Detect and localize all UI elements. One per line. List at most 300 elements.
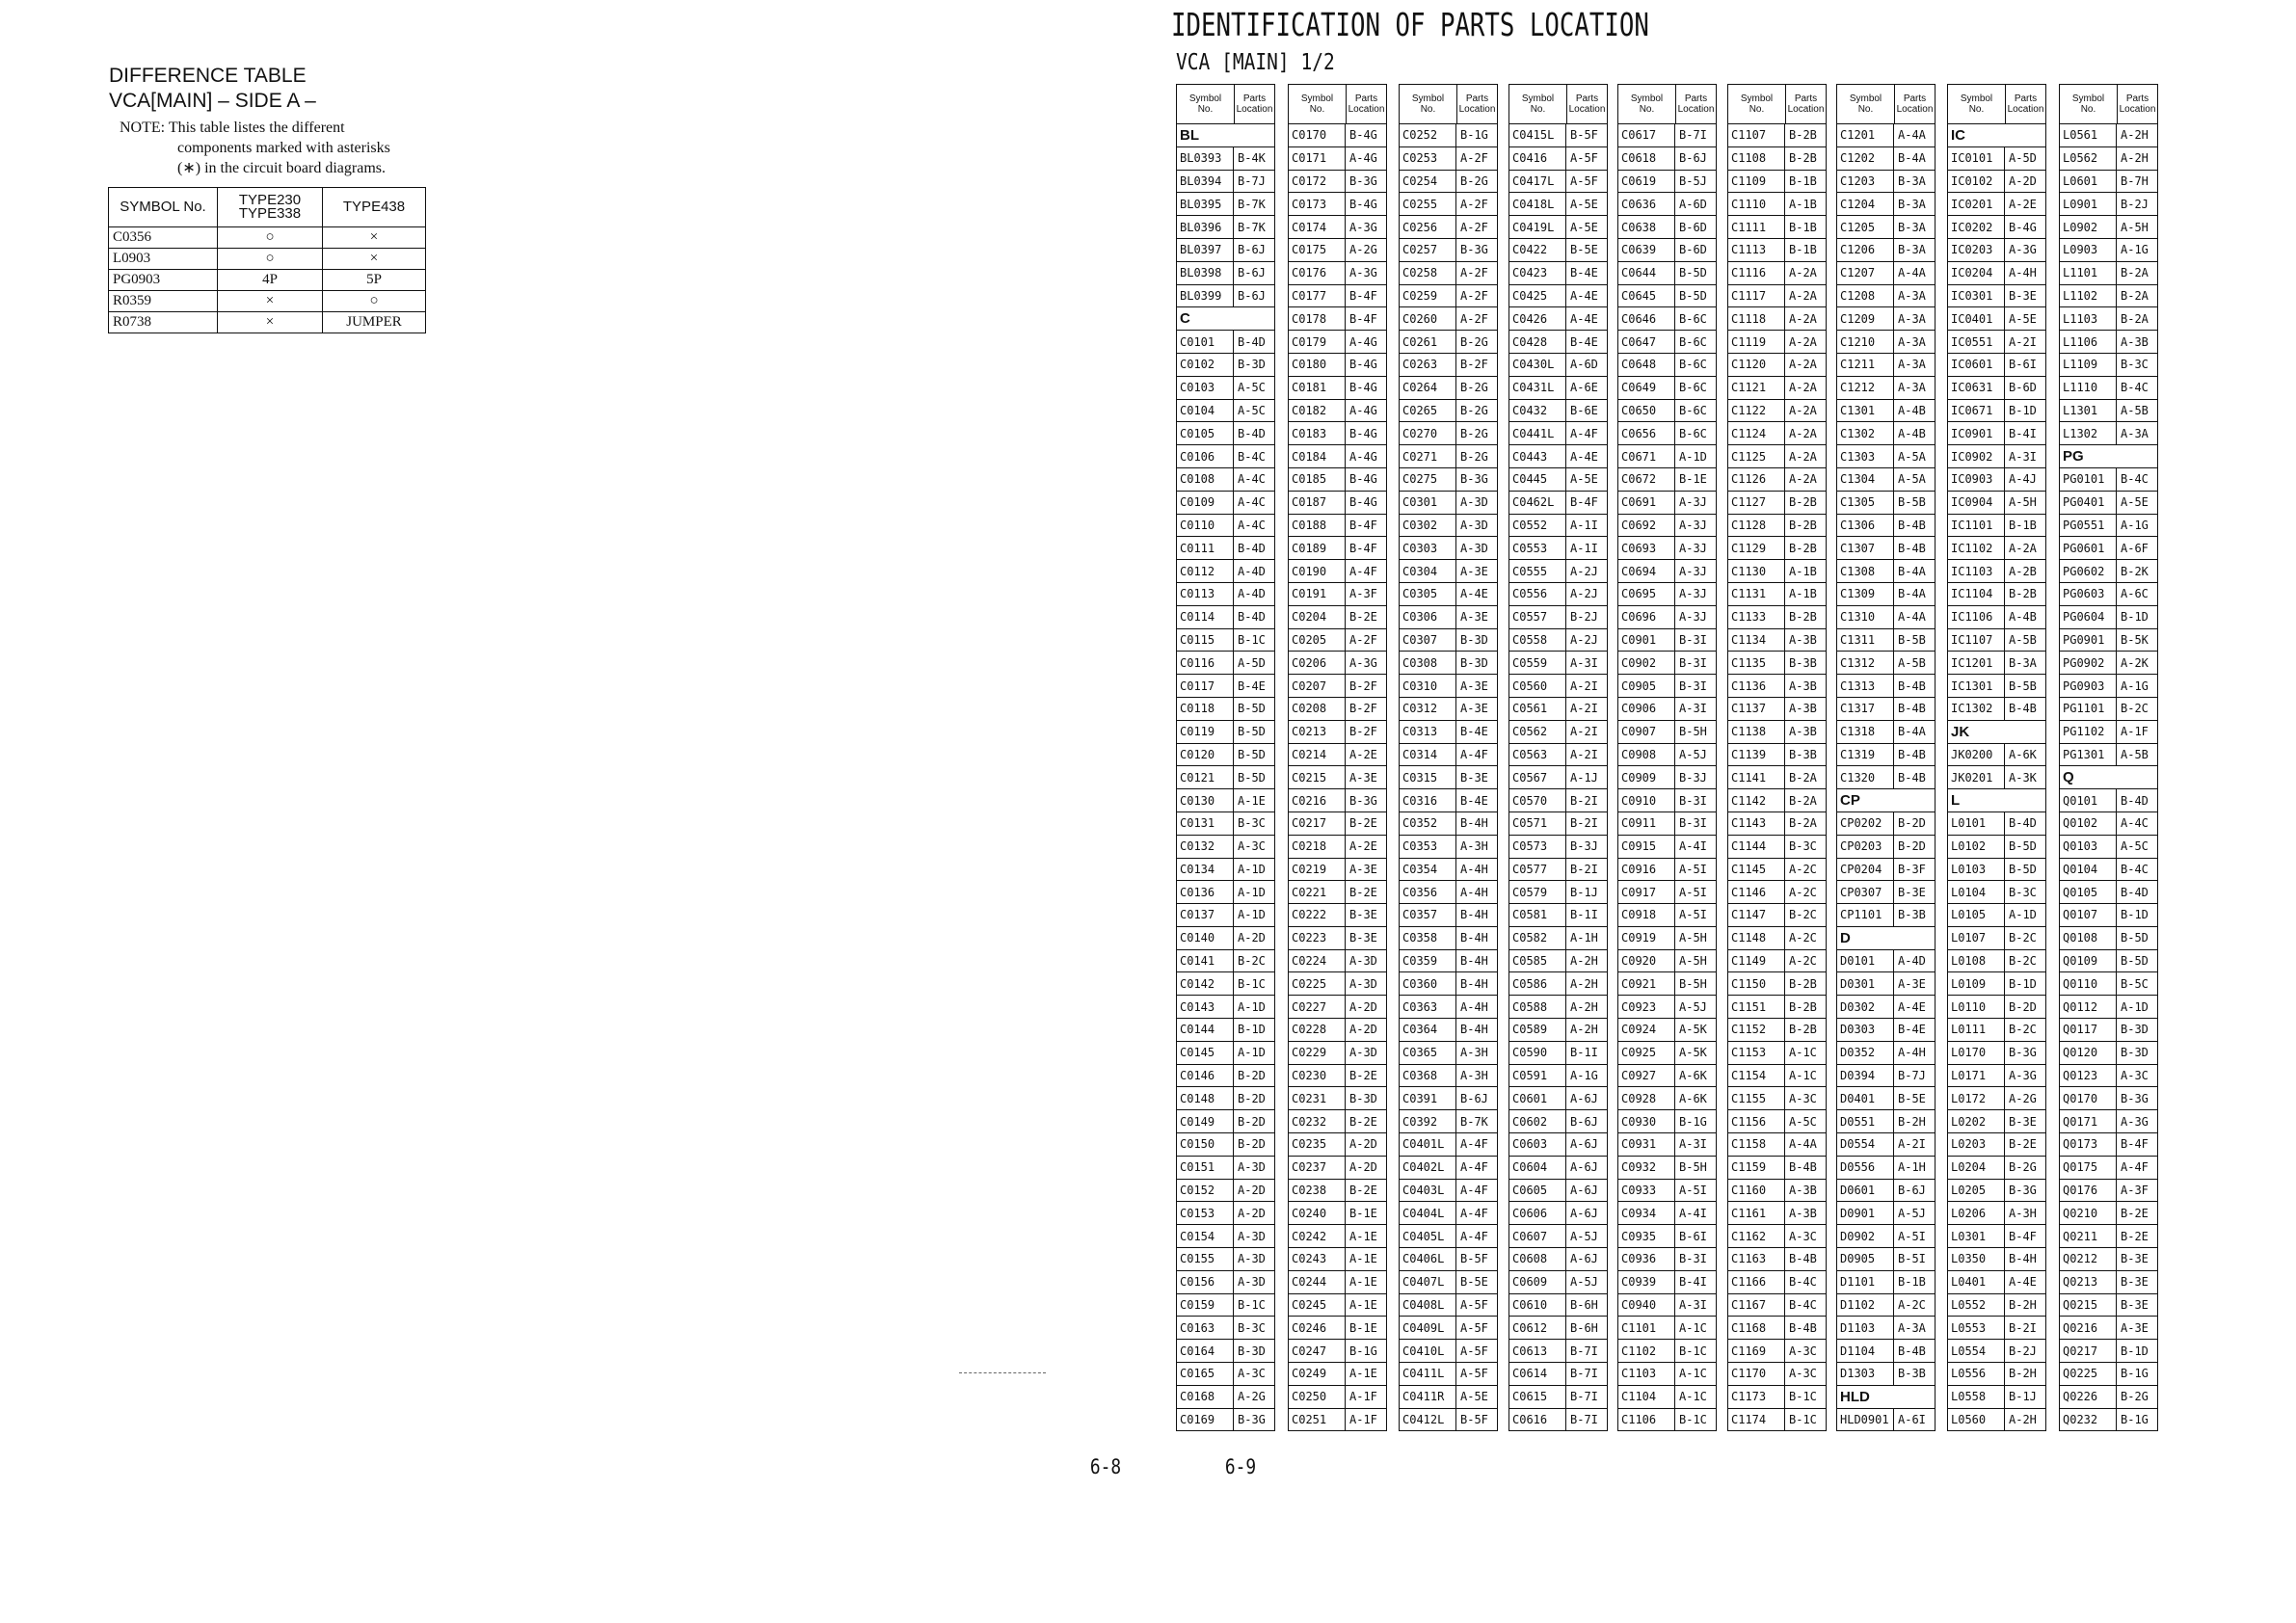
symbol-no: C0650 (1618, 400, 1675, 422)
parts-location: A-1E (1349, 1229, 1377, 1243)
part-row (1948, 582, 2045, 605)
part-row (1177, 330, 1274, 353)
group-label: C (1180, 310, 1190, 328)
parts-location: A-4E (1570, 311, 1598, 326)
parts-location: A-3J (1679, 541, 1707, 555)
part-row (1400, 743, 1497, 766)
parts-location: A-2J (1570, 564, 1598, 578)
parts-location: A-3J (1679, 587, 1707, 601)
symbol-no: IC0102 (1948, 171, 2005, 193)
part-row (1400, 330, 1497, 353)
symbol-no: C0908 (1618, 744, 1675, 766)
parts-location: B-7J (1898, 1069, 1926, 1083)
part-row (1289, 880, 1386, 903)
part-row (1948, 1156, 2045, 1179)
symbol-no: C0218 (1289, 836, 1346, 858)
parts-location: A-2H (2121, 151, 2149, 166)
symbol-no: Q0117 (2060, 1019, 2117, 1041)
symbol-no: C1149 (1728, 950, 1785, 972)
part-row (2060, 651, 2157, 674)
parts-location: A-3J (1679, 610, 1707, 625)
parts-location: A-2A (1789, 311, 1817, 326)
symbol-no: C0647 (1618, 331, 1675, 353)
parts-location: B-2D (1238, 1114, 1266, 1129)
part-row (1400, 399, 1497, 422)
part-row (1177, 1041, 1274, 1064)
parts-location-header: Parts Location (1348, 93, 1385, 115)
parts-location: A-3E (1349, 770, 1377, 785)
difference-table-title-line1: DIFFERENCE TABLE (109, 65, 307, 87)
parts-location: A-4D (1238, 587, 1266, 601)
part-row (1837, 697, 1935, 720)
parts-location: B-4C (1238, 449, 1266, 464)
symbol-no: C1211 (1837, 354, 1894, 376)
part-row (1289, 1064, 1386, 1087)
part-row (1177, 628, 1274, 652)
parts-location: A-5A (1898, 449, 1926, 464)
parts-location: A-2H (1570, 999, 1598, 1014)
part-row (1728, 170, 1826, 193)
symbol-no: C0357 (1400, 904, 1456, 926)
symbol-no: C0104 (1177, 400, 1234, 422)
symbol-no: C1147 (1728, 904, 1785, 926)
symbol-no: C0443 (1509, 445, 1566, 467)
symbol-no: IC1106 (1948, 606, 2005, 628)
parts-location: A-1C (1679, 1390, 1707, 1404)
parts-location: B-2A (2121, 266, 2149, 280)
parts-location: A-3I (1679, 702, 1707, 716)
symbol-no-header: Symbol No. (1177, 85, 1235, 123)
symbol-no: C0110 (1177, 515, 1234, 537)
symbol-no: C0582 (1509, 927, 1566, 949)
symbol-no: C0606 (1509, 1202, 1566, 1224)
symbol-no: PG1301 (2060, 744, 2117, 766)
part-row (1509, 146, 1607, 170)
symbol-no: C0404L (1400, 1202, 1456, 1224)
part-row (1400, 536, 1497, 559)
part-row (1728, 376, 1826, 399)
part-row (1728, 1247, 1826, 1270)
symbol-no: C1139 (1728, 744, 1785, 766)
part-row (2060, 995, 2157, 1018)
parts-location: B-6J (1238, 288, 1266, 303)
part-row (1618, 1156, 1716, 1179)
parts-column (1399, 84, 1498, 1431)
parts-location: A-2C (1789, 862, 1817, 876)
parts-location: A-3D (1238, 1252, 1266, 1266)
part-row (1177, 995, 1274, 1018)
symbol-no: C1304 (1837, 468, 1894, 491)
part-row (1728, 399, 1826, 422)
symbol-no: C0116 (1177, 652, 1234, 674)
part-row (1728, 1316, 1826, 1339)
part-row (1289, 628, 1386, 652)
symbol-no: C0932 (1618, 1157, 1675, 1179)
symbol-no: C0205 (1289, 629, 1346, 652)
symbol-no: Q0210 (2060, 1202, 2117, 1224)
symbol-no: D1104 (1837, 1340, 1894, 1362)
symbol-no: C0411R (1400, 1386, 1456, 1408)
part-row (1400, 1109, 1497, 1132)
parts-location: B-5I (1898, 1252, 1926, 1266)
part-row (1948, 651, 2045, 674)
part-row (1177, 743, 1274, 766)
part-row (1837, 1179, 1935, 1202)
part-row (1728, 1385, 1826, 1408)
parts-location: A-3E (1460, 702, 1488, 716)
parts-location: A-3E (2121, 1320, 2149, 1335)
part-row (2060, 376, 2157, 399)
parts-location: A-2A (1789, 266, 1817, 280)
symbol-no: IC1302 (1948, 698, 2005, 720)
symbol-no: C0254 (1400, 171, 1456, 193)
part-row (2060, 284, 2157, 307)
symbol-no-header: Symbol No. (1618, 85, 1676, 123)
symbol-no: C0617 (1618, 124, 1675, 146)
part-row (1400, 238, 1497, 261)
parts-location: A-5I (1679, 885, 1707, 899)
symbol-no: L0601 (2060, 171, 2117, 193)
parts-location: A-4C (1238, 518, 1266, 532)
parts-location: B-3G (1460, 243, 1488, 257)
part-row (1289, 697, 1386, 720)
page-number-right: 6-9 (1224, 1455, 1257, 1478)
symbol-no: C0174 (1289, 216, 1346, 238)
symbol-no: L1110 (2060, 377, 2117, 399)
part-row (1948, 146, 2045, 170)
part-row (1509, 651, 1607, 674)
part-row (1177, 720, 1274, 743)
parts-location: B-1D (2009, 976, 2037, 991)
group-label: L (1951, 792, 1961, 809)
parts-location: A-5I (1679, 1184, 1707, 1198)
parts-location: B-2A (2121, 288, 2149, 303)
parts-location: B-4E (1570, 334, 1598, 349)
part-row (1400, 124, 1497, 146)
parts-location: B-2D (1238, 1137, 1266, 1152)
symbol-no: BL0399 (1177, 285, 1234, 307)
parts-location: A-2A (1789, 334, 1817, 349)
part-row (1837, 170, 1935, 193)
parts-location: B-1D (2121, 908, 2149, 922)
parts-location: A-1E (1349, 1275, 1377, 1290)
part-row (1400, 765, 1497, 788)
parts-location: B-2B (1789, 976, 1817, 991)
symbol-no: IC0101 (1948, 147, 2005, 170)
part-row (1177, 1247, 1274, 1270)
part-row (1728, 284, 1826, 307)
symbol-no: C1135 (1728, 652, 1785, 674)
symbol-no: D0352 (1837, 1042, 1894, 1064)
symbol-no: C1119 (1728, 331, 1785, 353)
part-row (2060, 353, 2157, 376)
part-row (1728, 1339, 1826, 1362)
parts-location: A-1C (1679, 1367, 1707, 1381)
symbol-no: Q0171 (2060, 1110, 2117, 1132)
symbol-no: C0559 (1509, 652, 1566, 674)
parts-location: B-2A (1789, 793, 1817, 808)
symbol-no: C0365 (1400, 1042, 1456, 1064)
symbol-no: L1301 (2060, 400, 2117, 422)
part-row (1177, 880, 1274, 903)
symbol-no: C1103 (1618, 1363, 1675, 1385)
parts-location: A-3E (1460, 678, 1488, 693)
part-row (1618, 835, 1716, 858)
part-row (1948, 491, 2045, 514)
symbol-no: C0359 (1400, 950, 1456, 972)
part-row (1618, 1109, 1716, 1132)
symbol-no: C0235 (1289, 1133, 1346, 1156)
part-row (1837, 1408, 1935, 1431)
parts-location: A-1B (1789, 587, 1817, 601)
symbol-no: C1159 (1728, 1157, 1785, 1179)
part-row (2060, 812, 2157, 835)
parts-location: B-3C (1238, 816, 1266, 831)
column-header (1618, 85, 1716, 124)
parts-location: A-1D (1238, 862, 1266, 876)
parts-location: A-3B (2121, 334, 2149, 349)
symbol-no: C1306 (1837, 515, 1894, 537)
symbol-no: C0130 (1177, 789, 1234, 812)
part-row (1400, 1156, 1497, 1179)
symbol-no: C0909 (1618, 766, 1675, 788)
parts-location: A-3B (1789, 725, 1817, 739)
symbol-cell: PG0903 (109, 270, 218, 291)
parts-location: B-1G (1460, 128, 1488, 143)
part-row (1509, 835, 1607, 858)
symbol-no: C0190 (1289, 560, 1346, 582)
symbol-no: C0431L (1509, 377, 1566, 399)
parts-location: B-3E (2009, 288, 2037, 303)
parts-location: A-3A (1898, 288, 1926, 303)
part-row (2060, 697, 2157, 720)
symbol-no: C0170 (1289, 124, 1346, 146)
symbol-no: C1208 (1837, 285, 1894, 307)
symbol-no: C0252 (1400, 124, 1456, 146)
part-row (1728, 444, 1826, 467)
symbol-no: IC0903 (1948, 468, 2005, 491)
symbol-no: C0154 (1177, 1225, 1234, 1247)
symbol-no: C0589 (1509, 1019, 1566, 1041)
part-row (1177, 812, 1274, 835)
parts-location: A-4F (1460, 1229, 1488, 1243)
symbol-no: C1109 (1728, 171, 1785, 193)
symbol-no: L0401 (1948, 1271, 2005, 1293)
parts-location: B-2F (1349, 702, 1377, 716)
part-row (1618, 353, 1716, 376)
part-row (1728, 330, 1826, 353)
part-row (1837, 995, 1935, 1018)
part-row (2060, 1064, 2157, 1087)
part-row (2060, 880, 2157, 903)
parts-location: B-1G (1679, 1114, 1707, 1129)
parts-location: A-3C (1789, 1229, 1817, 1243)
part-row (1400, 926, 1497, 949)
parts-location: A-2D (2009, 173, 2037, 188)
parts-location: A-5F (1570, 173, 1598, 188)
symbol-no: C1121 (1728, 377, 1785, 399)
symbol-no: C1136 (1728, 675, 1785, 697)
symbol-no: C0614 (1509, 1363, 1566, 1385)
part-row (1400, 1132, 1497, 1156)
part-row (1837, 765, 1935, 788)
symbol-no: D0905 (1837, 1248, 1894, 1270)
part-row (1509, 1224, 1607, 1247)
symbol-no: L0553 (1948, 1317, 2005, 1339)
symbol-no: C0109 (1177, 492, 1234, 514)
part-row (1728, 1109, 1826, 1132)
parts-location-header: Parts Location (1787, 93, 1825, 115)
parts-location: A-6J (1570, 1206, 1598, 1220)
part-row (1618, 1018, 1716, 1041)
part-row (1728, 1132, 1826, 1156)
part-row (1618, 124, 1716, 146)
parts-location: A-3B (1789, 1184, 1817, 1198)
symbol-no: C0931 (1618, 1133, 1675, 1156)
symbol-no: C0693 (1618, 537, 1675, 559)
part-row (2060, 467, 2157, 491)
symbol-no: C0410L (1400, 1340, 1456, 1362)
parts-location: B-2G (1460, 449, 1488, 464)
symbol-no: C0176 (1289, 262, 1346, 284)
parts-location: A-1D (1238, 1046, 1266, 1060)
symbol-no: C0411L (1400, 1363, 1456, 1385)
part-row (1618, 674, 1716, 697)
parts-location: B-7K (1238, 197, 1266, 211)
parts-location: A-4C (2121, 816, 2149, 831)
parts-location: B-1G (1349, 1344, 1377, 1358)
symbol-no: C0930 (1618, 1110, 1675, 1132)
part-row (1289, 444, 1386, 467)
symbol-no: C1127 (1728, 492, 1785, 514)
parts-location: A-5B (2009, 632, 2037, 647)
symbol-no: C0251 (1289, 1409, 1346, 1431)
part-row (1837, 674, 1935, 697)
parts-location: B-2C (2009, 954, 2037, 969)
symbol-no: C0939 (1618, 1271, 1675, 1293)
part-row (1948, 306, 2045, 330)
symbol-cell: L0903 (109, 249, 218, 270)
part-row (1289, 376, 1386, 399)
symbol-no: C1148 (1728, 927, 1785, 949)
symbol-no: C0616 (1509, 1409, 1566, 1431)
symbol-no: C1153 (1728, 1042, 1785, 1064)
parts-location: B-7I (1570, 1367, 1598, 1381)
parts-location: A-5J (1679, 999, 1707, 1014)
symbol-no: C1104 (1618, 1386, 1675, 1408)
symbol-no: C0259 (1400, 285, 1456, 307)
part-row (1618, 514, 1716, 537)
part-row (2060, 1018, 2157, 1041)
parts-location: A-4C (1238, 495, 1266, 510)
parts-location: A-4C (1238, 472, 1266, 487)
symbol-no: C1158 (1728, 1133, 1785, 1156)
parts-location: B-7J (1238, 173, 1266, 188)
symbol-no: C0271 (1400, 445, 1456, 467)
part-row (1948, 605, 2045, 628)
part-row (1618, 628, 1716, 652)
symbol-no: C0610 (1509, 1294, 1566, 1317)
symbol-no: PG0604 (2060, 606, 2117, 628)
part-row (1948, 536, 2045, 559)
symbol-no: L1109 (2060, 354, 2117, 376)
symbol-no: PG0601 (2060, 537, 2117, 559)
symbol-no: C0609 (1509, 1271, 1566, 1293)
part-row (1728, 788, 1826, 812)
parts-location: B-2D (1238, 1069, 1266, 1083)
parts-location: A-2F (1460, 266, 1488, 280)
parts-location: B-6J (1898, 1184, 1926, 1198)
symbol-no: C0134 (1177, 859, 1234, 881)
part-row (1177, 399, 1274, 422)
part-row (1177, 1132, 1274, 1156)
parts-location: B-6C (1679, 311, 1707, 326)
parts-location: A-2I (1898, 1137, 1926, 1152)
parts-location: B-2E (1349, 1069, 1377, 1083)
part-row (1400, 835, 1497, 858)
parts-location: A-6I (1898, 1413, 1926, 1427)
part-row (1400, 788, 1497, 812)
symbol-no: CP0204 (1837, 859, 1894, 881)
symbol-no: C0180 (1289, 354, 1346, 376)
parts-location: B-4G (2009, 220, 2037, 234)
part-row (1728, 765, 1826, 788)
part-row (1400, 971, 1497, 995)
difference-table-row (109, 249, 426, 270)
part-row (1618, 765, 1716, 788)
part-row (1289, 1201, 1386, 1224)
symbol-no: C0923 (1618, 996, 1675, 1018)
symbol-no: C0132 (1177, 836, 1234, 858)
part-row (1948, 628, 2045, 652)
parts-location: B-1C (1789, 1390, 1817, 1404)
part-row (1289, 1385, 1386, 1408)
part-row (1618, 949, 1716, 972)
part-row (1177, 949, 1274, 972)
symbol-no: C1107 (1728, 124, 1785, 146)
parts-location: A-5B (2121, 747, 2149, 761)
symbol-no: C0604 (1509, 1157, 1566, 1179)
parts-location: A-6K (1679, 1069, 1707, 1083)
symbol-no: IC0904 (1948, 492, 2005, 514)
part-row (1618, 170, 1716, 193)
symbol-no: C0356 (1400, 881, 1456, 903)
part-row (1837, 192, 1935, 215)
part-row (1618, 1293, 1716, 1317)
parts-location: A-4I (1679, 839, 1707, 854)
parts-location: B-4G (1349, 128, 1377, 143)
parts-location: A-4E (2009, 1275, 2037, 1290)
part-row (1948, 215, 2045, 238)
parts-location: A-2H (1570, 954, 1598, 969)
symbol-no: C0557 (1509, 606, 1566, 628)
symbol-no: C0250 (1289, 1386, 1346, 1408)
symbol-no: Q0173 (2060, 1133, 2117, 1156)
symbol-no: L0552 (1948, 1294, 2005, 1317)
parts-location: B-3E (2009, 1114, 2037, 1129)
part-row (1728, 491, 1826, 514)
parts-location: B-2E (2009, 1137, 2037, 1152)
parts-location: A-4D (1898, 954, 1926, 969)
symbol-no: C0430L (1509, 354, 1566, 376)
part-row (1618, 467, 1716, 491)
symbol-no: IC0203 (1948, 239, 2005, 261)
symbol-no: C0118 (1177, 698, 1234, 720)
parts-location: A-1J (1570, 770, 1598, 785)
symbol-no: C0391 (1400, 1087, 1456, 1109)
parts-location: B-4F (1349, 541, 1377, 555)
part-row (1837, 858, 1935, 881)
